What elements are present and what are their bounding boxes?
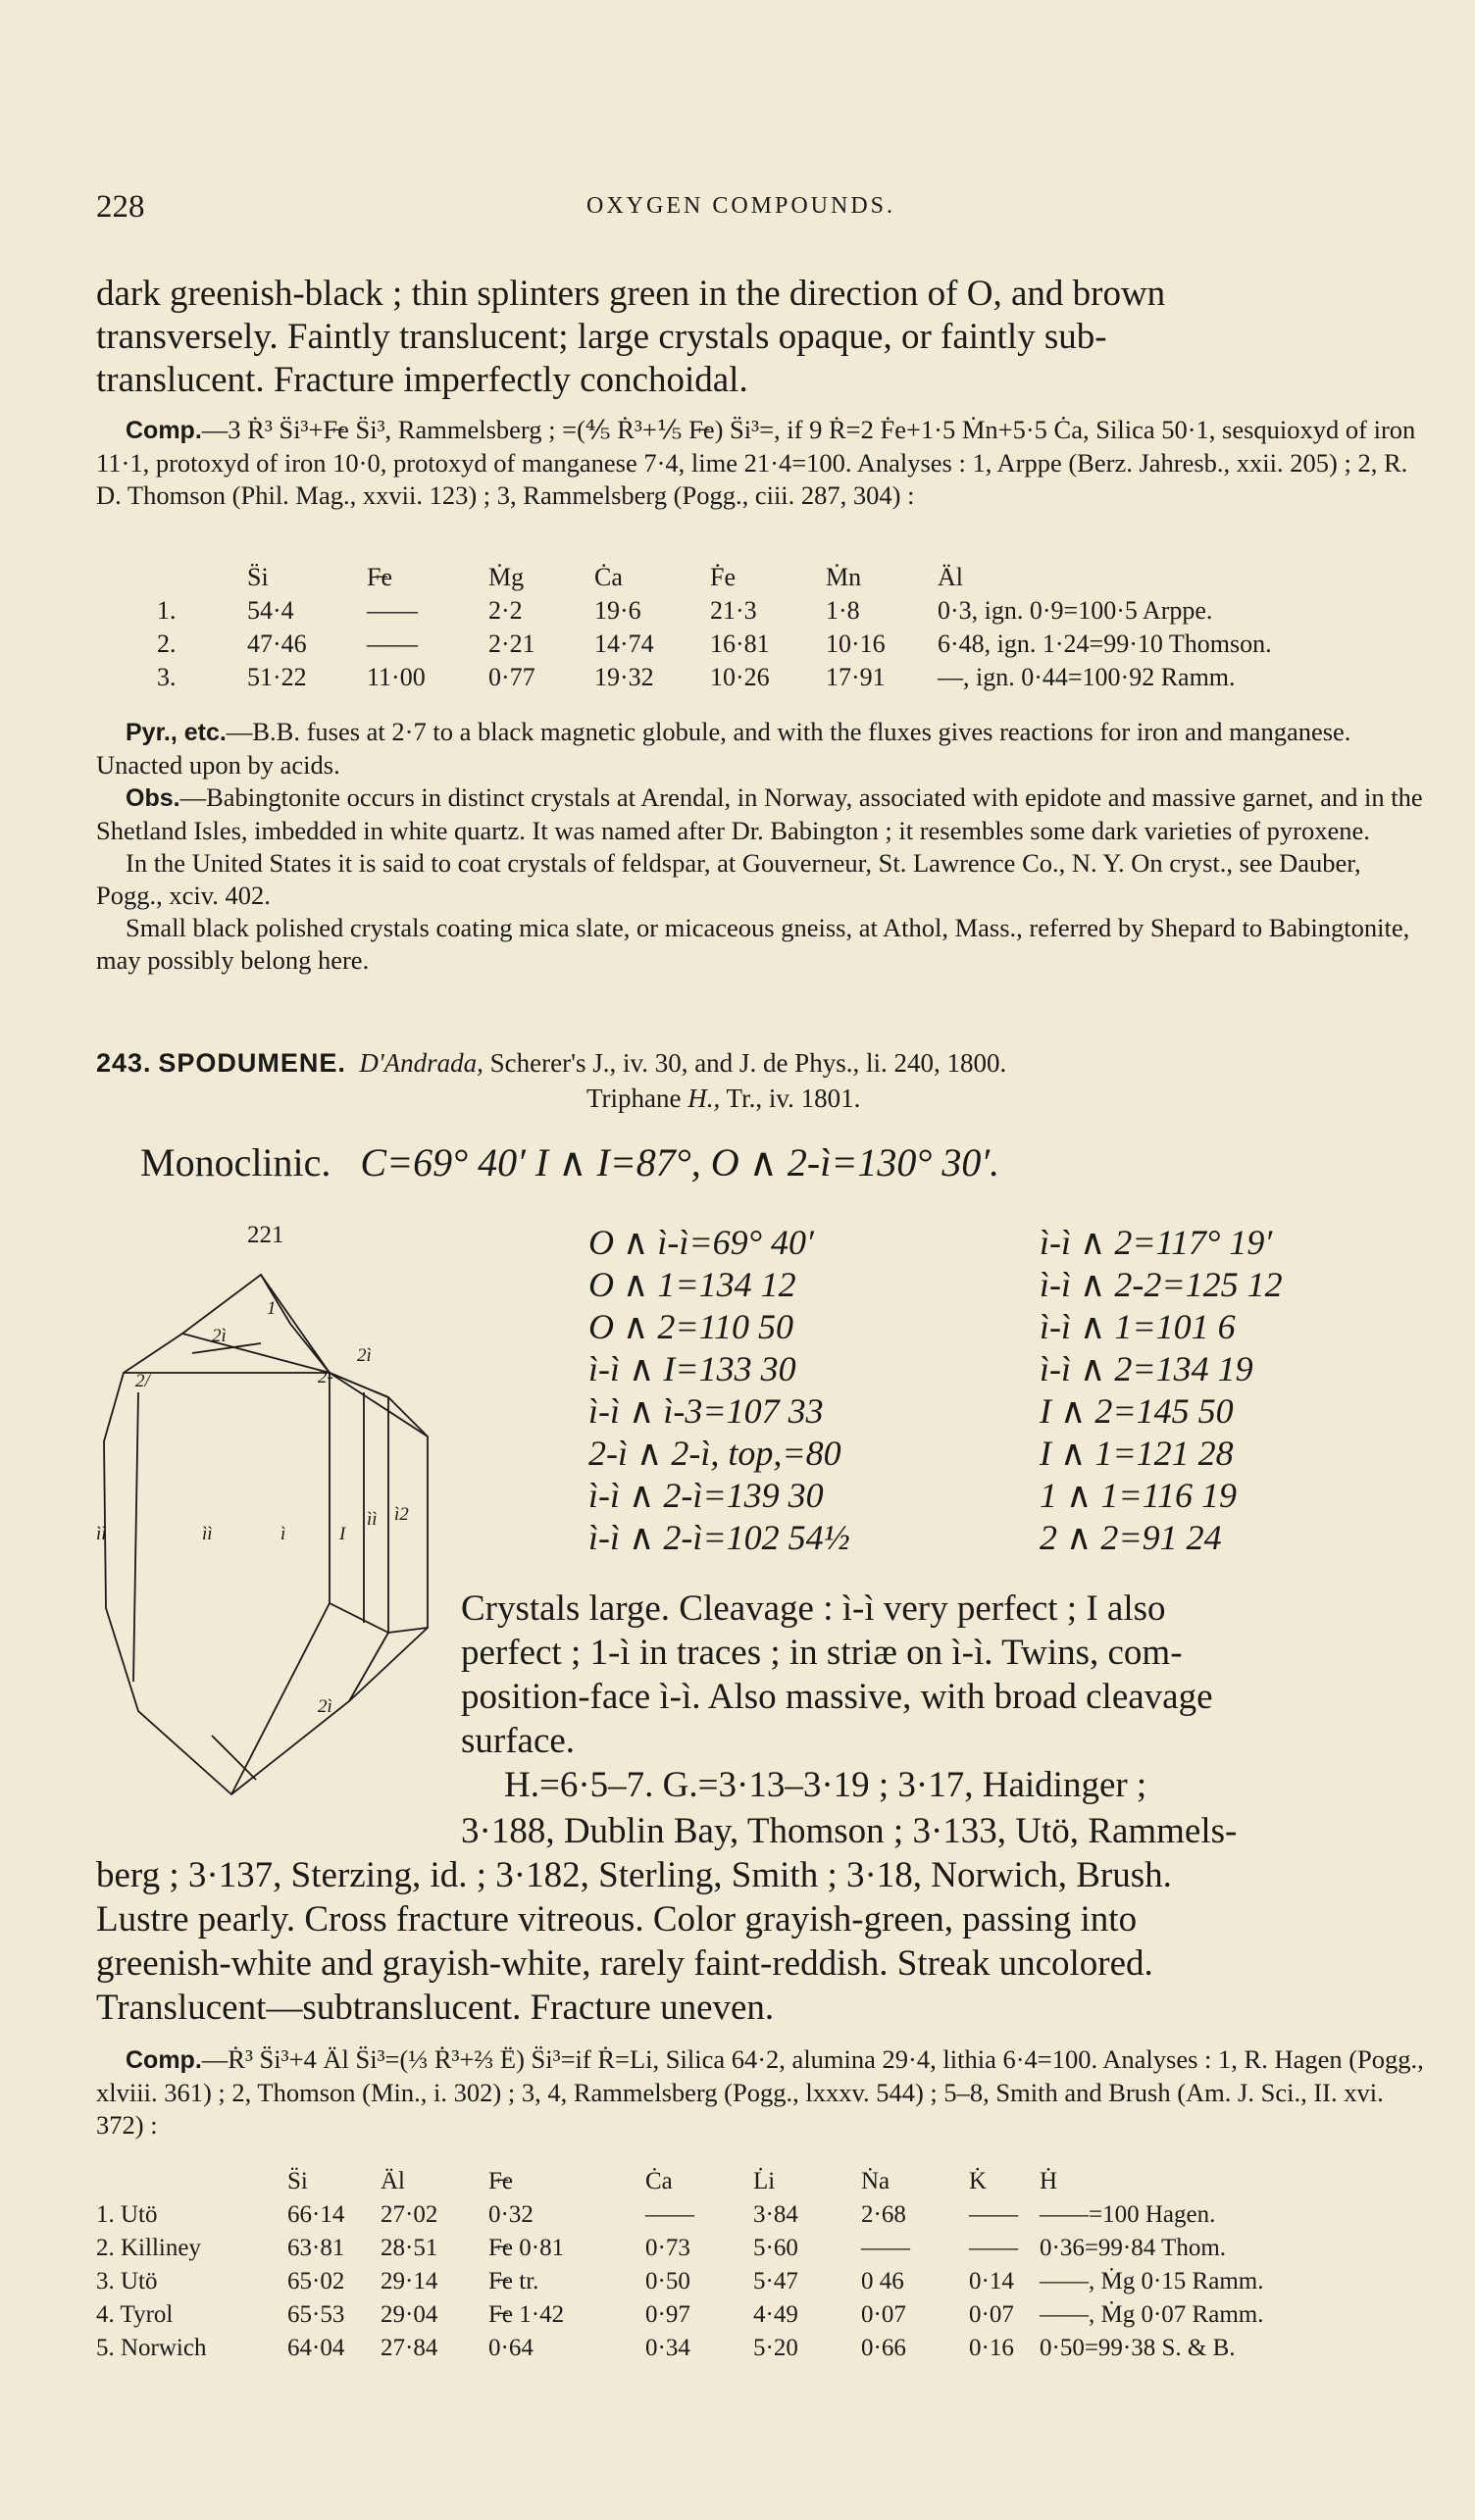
crystal-outline [104, 1275, 428, 1794]
table-cell: 0·50 [645, 2268, 690, 2294]
obs-paragraph [96, 781, 1432, 847]
table-cell: ——, Ṁg 0·07 Ramm. [1040, 2301, 1264, 2328]
page-number: 228 [96, 189, 145, 225]
table-cell: 63·81 [287, 2235, 345, 2261]
crystal-edge [388, 1628, 428, 1633]
small-crystals-paragraph: Small black polished crystals coating mica slate, or micaceous gneiss, at Athol, Mass., referred by Shepard to Babingtonite, may possibly belong here. [96, 913, 1410, 975]
description-line: Lustre pearly. Cross fracture vitreous. Color grayish-green, passing into [96, 1899, 1138, 1940]
table-cell: ——, Ṁg 0·15 Ramm. [1040, 2268, 1264, 2294]
comp-label: Comp. [126, 2046, 202, 2074]
table-cell: 64·04 [287, 2335, 345, 2361]
table-cell: 47·46 [247, 630, 307, 658]
table-header [96, 2165, 287, 2198]
table-cell: 5·47 [753, 2268, 798, 2294]
table-row [157, 628, 1272, 661]
pyr-paragraph [96, 716, 1432, 781]
crystal-edge [133, 1392, 138, 1682]
intro-line: translucent. Fracture imperfectly conchoidal. [96, 360, 748, 400]
ref-author: D'Andrada, [359, 1048, 483, 1078]
description-line: perfect ; 1-ì in traces ; in striæ on ì-ì. Twins, com- [461, 1633, 1183, 1673]
table-cell: 5·20 [753, 2335, 798, 2361]
us-paragraph: In the United States it is said to coat crystals of feldspar, at Gouverneur, St. Lawrence Co., N. Y. On cryst., see Dauber, Pogg., xciv. 402. [96, 848, 1361, 910]
face-label: 2ì [318, 1696, 332, 1717]
table-cell: 0·3, ign. 0·9=100·5 Arppe. [938, 596, 1213, 625]
angle-line: 2 ∧ 2=91 24 [1040, 1518, 1222, 1557]
crystal-figure [94, 1245, 467, 1804]
table-cell: 0 46 [861, 2268, 904, 2294]
table-cell: 0·77 [488, 663, 535, 691]
table-cell: —— [645, 2201, 694, 2228]
table-cell: 0·66 [861, 2335, 906, 2361]
table-header: S̈i [287, 2168, 308, 2194]
crystal-angles: C=69° 40′ I ∧ I=87°, O ∧ 2-ì=130° 30′. [360, 1140, 1000, 1184]
description-line: greenish-white and grayish-white, rarely faint-reddish. Streak uncolored. [96, 1943, 1153, 1984]
table-cell: 0·73 [645, 2235, 690, 2261]
angle-line: ì-ì ∧ 2=134 19 [1040, 1349, 1253, 1388]
table-cell: 0·07 [861, 2301, 906, 2328]
table-cell: 2. [157, 630, 177, 658]
table-row [96, 2298, 1263, 2332]
table-cell: 10·16 [826, 630, 886, 658]
table-cell: 0·07 [969, 2301, 1014, 2328]
table-cell: 0·34 [645, 2335, 690, 2361]
table-cell: 0·32 [488, 2201, 534, 2228]
table-cell: ——=100 Hagen. [1040, 2201, 1216, 2228]
pyr-text: —B.B. fuses at 2·7 to a black magnetic globule, and with the fluxes gives reactions for iron and manganese. Unacted upon by acids. [96, 717, 1351, 780]
table-header: Ṁn [826, 563, 862, 591]
table-cell: 0·64 [488, 2335, 534, 2361]
running-head-title: OXYGEN COMPOUNDS. [586, 193, 896, 219]
face-label: 2ì [357, 1345, 372, 1366]
table-cell: 4. Tyrol [96, 2301, 174, 2328]
table-header: Ṁg [488, 563, 525, 591]
table-cell: F̶e tr. [488, 2268, 539, 2294]
face-label: I [339, 1524, 346, 1544]
table-cell: 10·26 [710, 663, 770, 691]
table-cell: 27·84 [381, 2335, 438, 2361]
angle-line: ì-ì ∧ 2=117° 19′ [1040, 1223, 1273, 1262]
angles-column-1 [588, 1222, 850, 1559]
crystal-edge [330, 1373, 388, 1397]
table-cell: 19·6 [594, 596, 641, 625]
face-label: 2ì [212, 1326, 227, 1346]
angle-line: 2-ì ∧ 2-ì, top,=80 [588, 1434, 841, 1473]
table-cell: —— [367, 596, 418, 625]
table-cell: 2·21 [488, 630, 535, 658]
table-cell: 19·32 [594, 663, 654, 691]
ref-line-2 [96, 1081, 1432, 1116]
description-line: Translucent—subtranslucent. Fracture uneven. [96, 1988, 775, 2028]
angle-line: ì-ì ∧ 1=101 6 [1040, 1307, 1236, 1346]
angle-line: O ∧ ì-ì=69° 40′ [588, 1223, 814, 1262]
table-cell: —— [969, 2235, 1018, 2261]
face-label: 1 [267, 1298, 277, 1319]
spodumene-description [461, 1587, 1432, 1807]
table-cell: 3. [157, 663, 177, 691]
table-cell: 29·14 [381, 2268, 438, 2294]
spodumene-title [96, 1045, 1432, 1116]
table-cell: 1. Utö [96, 2201, 158, 2228]
obs-label: Obs. [126, 784, 180, 812]
species-number: 243. [96, 1048, 152, 1078]
angle-line: 1 ∧ 1=116 19 [1040, 1476, 1237, 1515]
table-header: L̇i [753, 2168, 776, 2194]
table-cell: 2. Killiney [96, 2235, 201, 2261]
table-cell: 65·02 [287, 2268, 345, 2294]
crystal-edge [330, 1373, 428, 1436]
obs-text: —Babingtonite occurs in distinct crystals at Arendal, in Norway, associated with epidote and massive garnet, and in the Shetland Isles, imbedded in white quartz. It was named after Dr. Babington ; it resembles some dark varieties of pyroxene. [96, 782, 1423, 845]
description-line: berg ; 3·137, Sterzing, id. ; 3·182, Sterling, Smith ; 3·18, Norwich, Brush. [96, 1855, 1172, 1895]
crystal-edge [330, 1603, 388, 1633]
table-header: Ċa [645, 2168, 673, 2194]
ref-line-1: Scherer's J., iv. 30, and J. de Phys., li. 240, 1800. [483, 1048, 1007, 1078]
intro-line: dark greenish-black ; thin splinters green in the direction of O, and brown [96, 274, 1166, 314]
crystal-system: Monoclinic. [140, 1140, 331, 1184]
spodumene-composition [96, 2043, 1432, 2142]
table-header: Ḣ [1040, 2168, 1058, 2194]
table-cell: 0·50=99·38 S. & B. [1040, 2335, 1236, 2361]
table-cell: —— [367, 630, 418, 658]
table-cell: 3·84 [753, 2201, 798, 2228]
description-line: surface. [461, 1721, 576, 1761]
crystal-edge [182, 1334, 330, 1373]
table-cell: F̶e 1·42 [488, 2301, 565, 2328]
comp-text: —3 Ṙ³ S̈i³+F̶e S̈i³, Rammelsberg ; =(⅘ Ṙ³+⅕ F̶e) S̈i³=, if 9 Ṙ=2 Ḟe+1·5 Ṁn+5·5 Ċa, Silica 50·1, sesquioxyd of iron 11·1, protoxyd of iron 10·0, protoxyd of manganese 7·4, lime 21·4=100. Analyses : 1, Arppe (Berz. Jahresb., xxii. 205) ; 2, R. D. Thomson (Phil. Mag., xxvii. 123) ; 3, Rammelsberg (Pogg., ciii. 287, 304) : [96, 415, 1416, 510]
ref-line-2-italic: H., [687, 1084, 721, 1113]
intro-line: transversely. Faintly translucent; large crystals opaque, or faintly sub- [96, 317, 1107, 357]
angle-line: ì-ì ∧ 2-2=125 12 [1040, 1265, 1283, 1304]
table-cell: 0·36=99·84 Thom. [1040, 2235, 1227, 2261]
description-line: Crystals large. Cleavage : ì-ì very perfect ; I also [461, 1588, 1166, 1629]
species-name: SPODUMENE. [158, 1048, 346, 1078]
face-label: ìì [96, 1524, 107, 1544]
table-cell: 51·22 [247, 663, 307, 691]
table-row [96, 2332, 1263, 2365]
table-cell: 2·2 [488, 596, 523, 625]
table-cell: 16·81 [710, 630, 770, 658]
angle-line: O ∧ 2=110 50 [588, 1307, 793, 1346]
table-row [96, 2265, 1263, 2298]
ref-line-2-pre: Triphane [586, 1084, 688, 1113]
table-cell: 29·04 [381, 2301, 438, 2328]
babingtonite-analysis-table [157, 561, 1272, 694]
table-cell: 27·02 [381, 2201, 438, 2228]
angle-line: ì-ì ∧ 2-ì=139 30 [588, 1476, 824, 1515]
table-header: F̶e [488, 2168, 513, 2194]
figure-number: 221 [247, 1222, 284, 1248]
comp-label: Comp. [126, 417, 202, 444]
face-label: ìì [202, 1524, 213, 1544]
table-cell: 0·97 [645, 2301, 690, 2328]
table-cell: 65·53 [287, 2301, 345, 2328]
table-header: Äl [938, 563, 963, 591]
description-line: 3·188, Dublin Bay, Thomson ; 3·133, Utö, Rammels- [461, 1811, 1238, 1851]
angle-line: I ∧ 1=121 28 [1040, 1434, 1234, 1473]
pyr-label: Pyr., etc. [126, 719, 227, 746]
comp-text: —Ṙ³ S̈i³+4 Äl S̈i³=(⅓ Ṙ³+⅔ Ë) S̈i³=if Ṙ=Li, Silica 64·2, alumina 29·4, lithia 6·4=100. Analyses : 1, R. Hagen (Pogg., xlviii. 361) ; 2, Thomson (Min., i. 302) ; 3, 4, Rammelsberg (Pogg., lxxxv. 544) ; 5–8, Smith and Brush (Am. J. Sci., II. xvi. 372) : [96, 2044, 1424, 2140]
crystal-edge [231, 1603, 330, 1794]
table-cell: 28·51 [381, 2235, 438, 2261]
face-label: ì [280, 1524, 286, 1544]
table-header: Ṅa [861, 2168, 890, 2194]
table-header: F̶e [367, 563, 392, 591]
description-line: H.=6·5–7. G.=3·13–3·19 ; 3·17, Haidinger ; [504, 1765, 1147, 1805]
spodumene-analysis-table [96, 2165, 1263, 2365]
table-cell: F̶e 0·81 [488, 2235, 565, 2261]
ref-line-2-post: Tr., iv. 1801. [720, 1084, 861, 1113]
table-cell: —— [861, 2235, 910, 2261]
table-cell: 1. [157, 596, 177, 625]
table-cell: 6·48, ign. 1·24=99·10 Thomson. [938, 630, 1272, 658]
table-row [96, 2198, 1263, 2232]
table-header: S̈i [247, 563, 269, 591]
table-cell: 0·14 [969, 2268, 1014, 2294]
table-cell: 0·16 [969, 2335, 1014, 2361]
table-cell: 1·8 [826, 596, 860, 625]
babingtonite-notes [96, 716, 1432, 977]
crystal-edge [349, 1633, 388, 1701]
table-cell: 3. Utö [96, 2268, 158, 2294]
angle-line: ì-ì ∧ ì-3=107 33 [588, 1391, 824, 1431]
face-label: 2- [318, 1367, 333, 1387]
table-header [157, 561, 247, 594]
face-label: 2/ [135, 1371, 150, 1391]
table-header-row [157, 561, 1272, 594]
table-cell: 17·91 [826, 663, 886, 691]
table-header: K̇ [969, 2168, 988, 2194]
table-header: Ċa [594, 563, 623, 591]
angles-column-2 [1040, 1222, 1283, 1559]
table-cell: —— [969, 2201, 1018, 2228]
table-cell: 5. Norwich [96, 2335, 207, 2361]
table-row [96, 2232, 1263, 2265]
table-cell: 2·68 [861, 2201, 906, 2228]
table-cell: 5·60 [753, 2235, 798, 2261]
table-cell: 21·3 [710, 596, 757, 625]
description-line: position-face ì-ì. Also massive, with broad cleavage [461, 1677, 1213, 1717]
babingtonite-composition [96, 414, 1432, 512]
crystal-system-line [140, 1139, 999, 1185]
table-row [157, 594, 1272, 628]
table-header: Äl [381, 2168, 405, 2194]
angle-line: O ∧ 1=134 12 [588, 1265, 796, 1304]
angle-line: ì-ì ∧ I=133 30 [588, 1349, 796, 1388]
table-row [157, 661, 1272, 694]
face-label: ìì [367, 1509, 378, 1530]
table-cell: 11·00 [367, 663, 426, 691]
intro-paragraph [96, 273, 1432, 402]
table-cell: 66·14 [287, 2201, 345, 2228]
table-cell: 14·74 [594, 630, 654, 658]
table-cell: —, ign. 0·44=100·92 Ramm. [938, 663, 1236, 691]
spodumene-description-continued [96, 1809, 1432, 2030]
angle-line: ì-ì ∧ 2-ì=102 54½ [588, 1518, 850, 1557]
table-header: Ḟe [710, 563, 736, 591]
face-label: ì2 [394, 1504, 409, 1525]
table-cell: 54·4 [247, 596, 294, 625]
table-header-row [96, 2165, 1263, 2198]
angle-line: I ∧ 2=145 50 [1040, 1391, 1234, 1431]
table-cell: 4·49 [753, 2301, 798, 2328]
